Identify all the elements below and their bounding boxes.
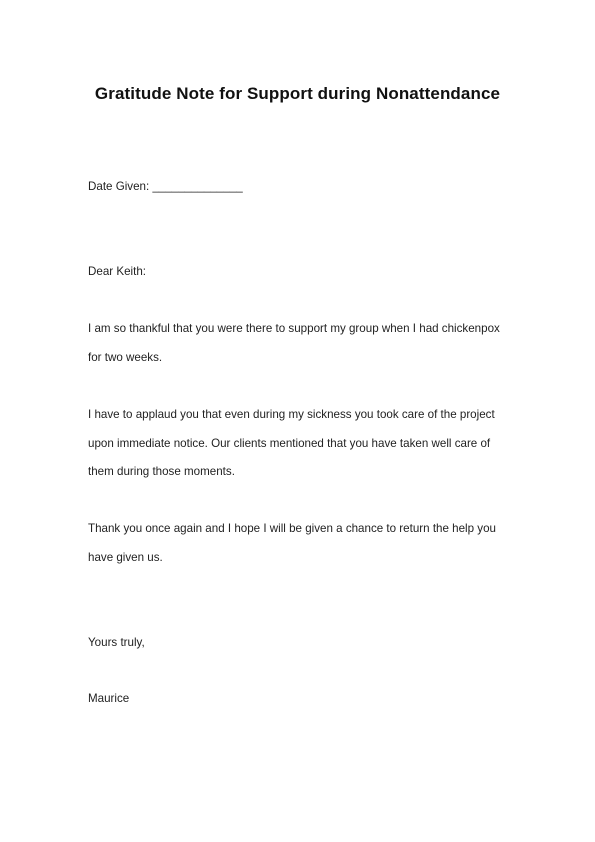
paragraph-2-line-2: upon immediate notice. Our clients mentioned that you have taken well care of: [88, 437, 491, 450]
paragraph-1-line-2: for two weeks.: [88, 351, 163, 364]
closing: Yours truly,: [88, 636, 145, 649]
paragraph-2-line-1: I have to applaud you that even during my sickness you took care of the project: [88, 408, 495, 421]
paragraph-3-line-2: have given us.: [88, 551, 163, 564]
salutation: Dear Keith:: [88, 265, 146, 278]
paragraph-2-line-3: them during those moments.: [88, 465, 235, 478]
paragraph-1-line-1: I am so thankful that you were there to support my group when I had chickenpox: [88, 322, 500, 335]
document-title: Gratitude Note for Support during Nonattendance: [94, 84, 501, 103]
paragraph-3-line-1: Thank you once again and I hope I will be given a chance to return the help you: [88, 522, 496, 535]
signature-name: Maurice: [88, 692, 130, 705]
date-given-line: Date Given: ______________: [88, 180, 243, 193]
